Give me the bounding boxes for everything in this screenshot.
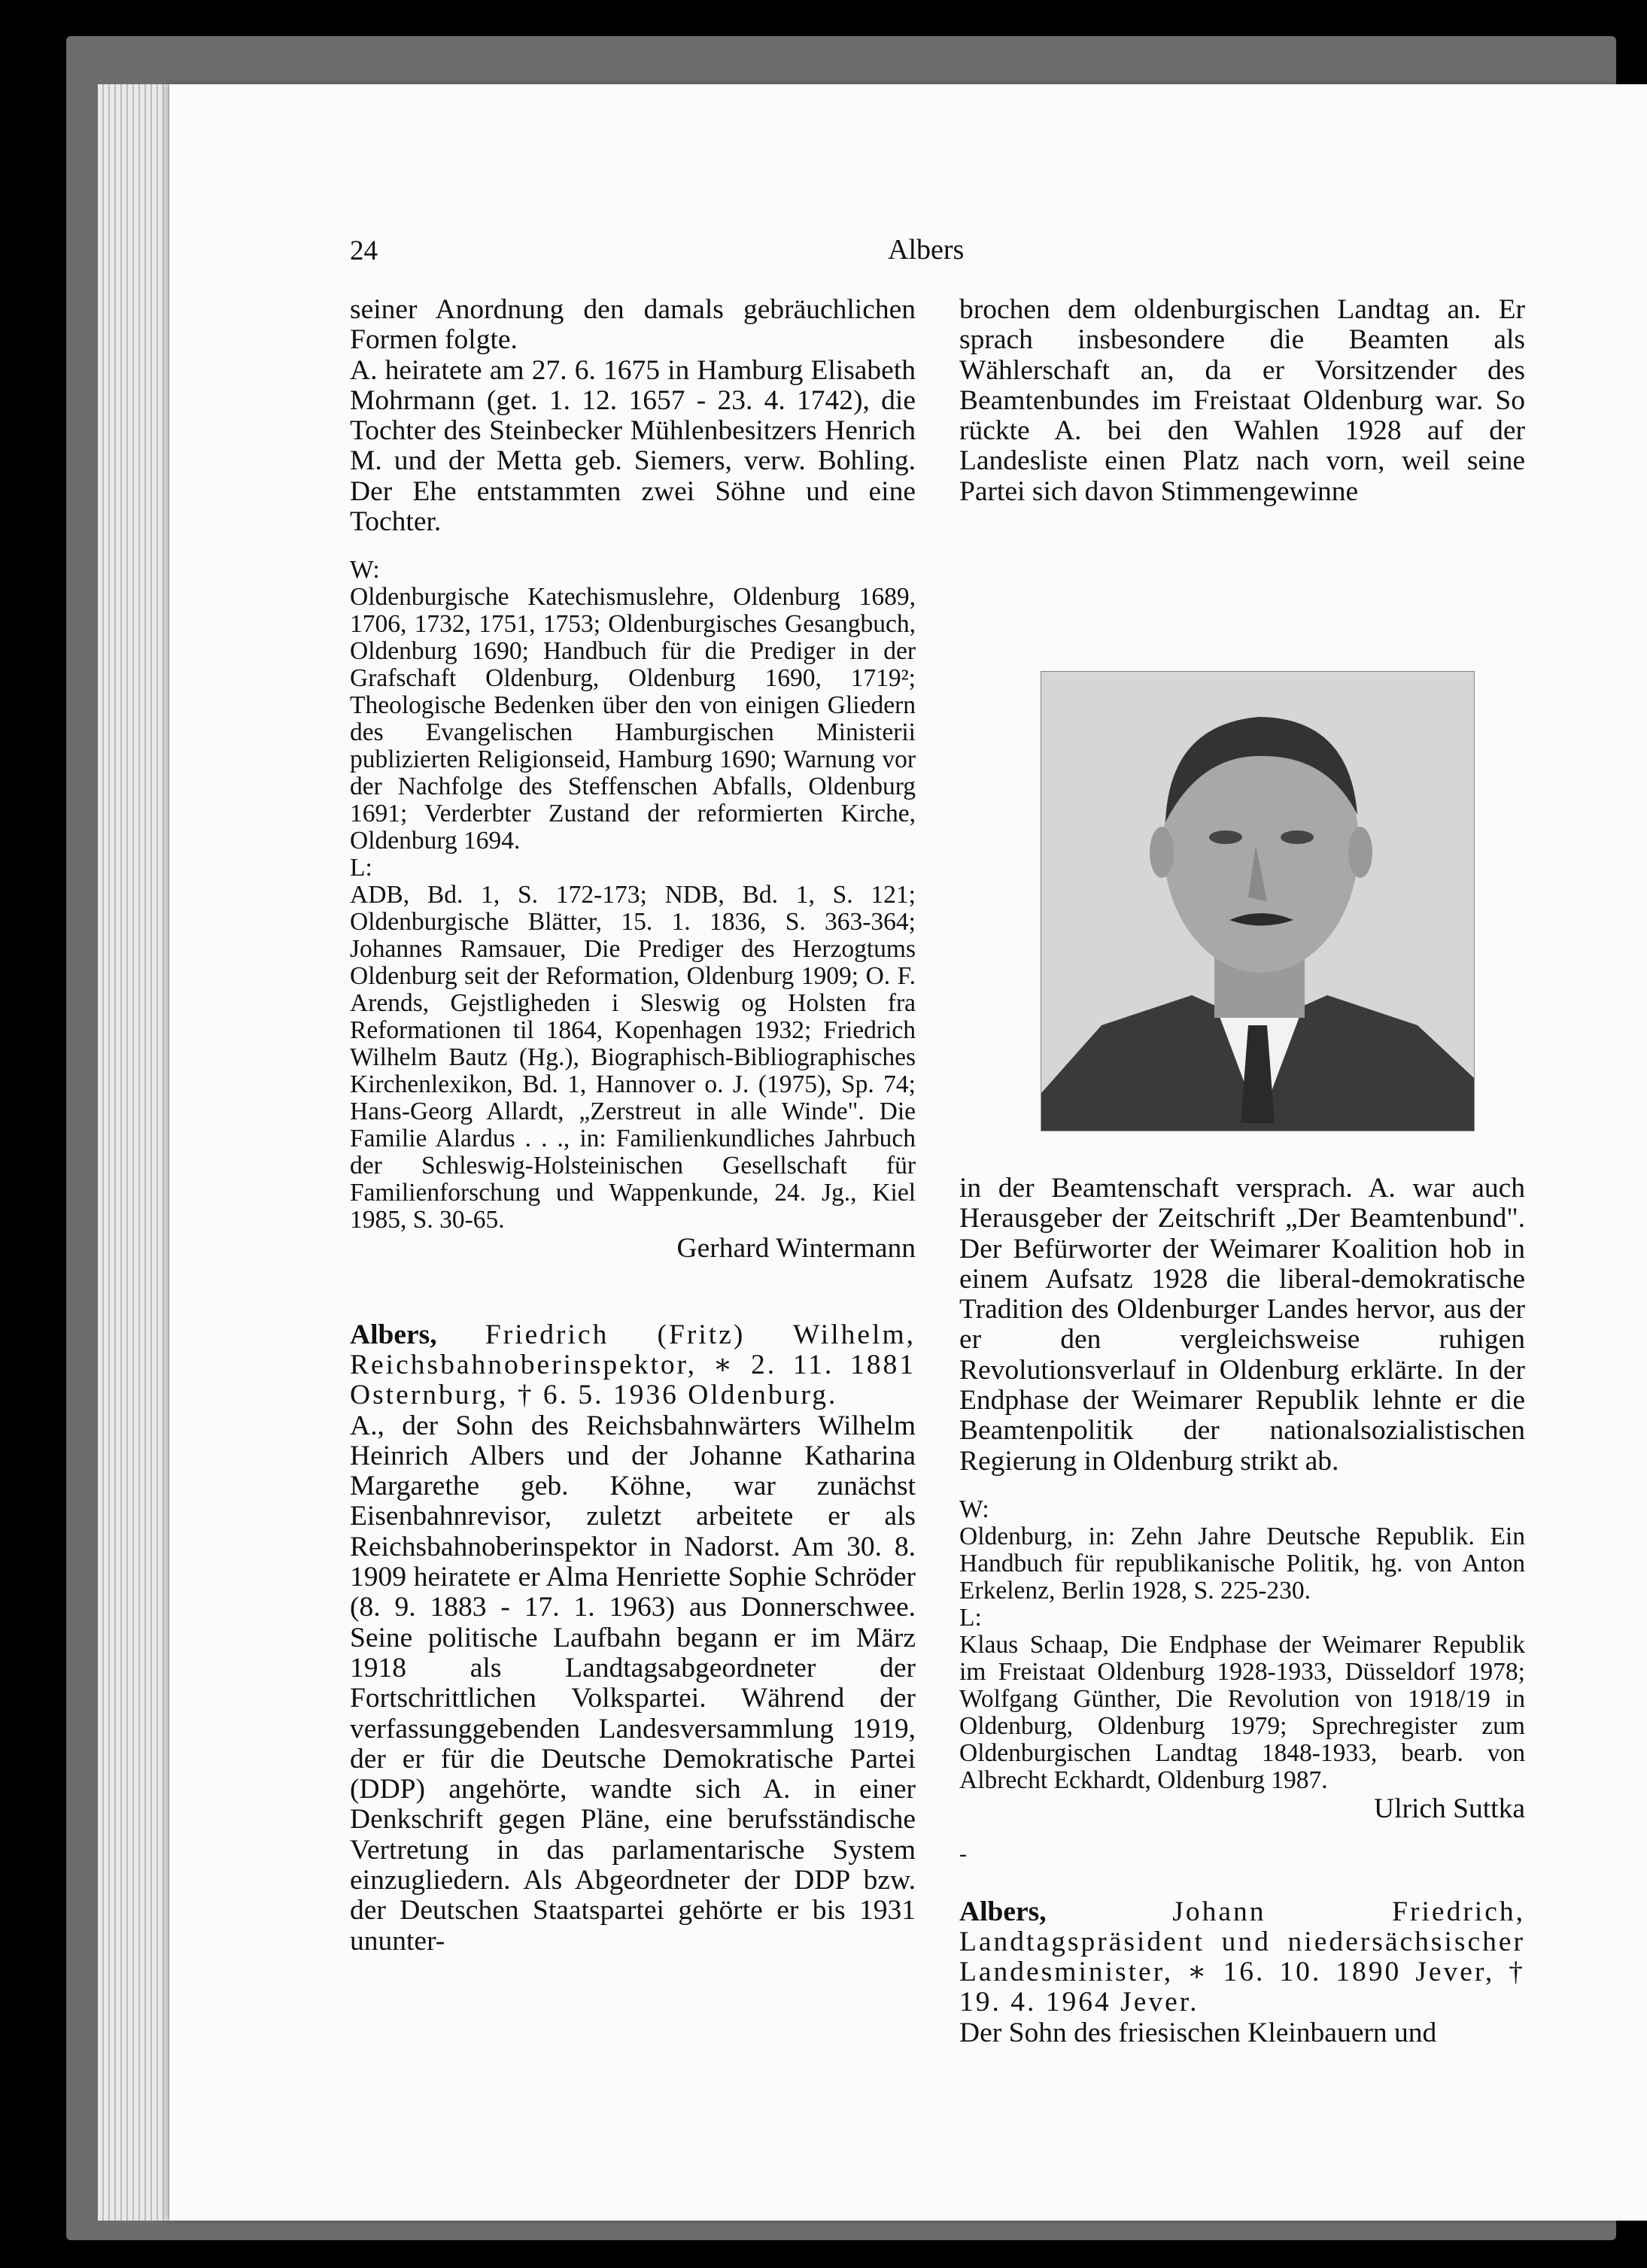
entry-heading-2 [959,1897,1525,2018]
works-label: W: [350,556,380,584]
right-column-top [959,295,1525,507]
book-page [169,84,1647,2221]
entry-surname-2: Albers, [959,1896,1047,1927]
literature-list-2: Klaus Schaap, Die Endphase der Weimarer Republik im Freistaat Oldenburg 1928-1933, Düsseldorf 1978; Wolfgang Günther, Die Revolution von 1918/19 in Oldenburg, Oldenburg 1979; Sprechregister zum Oldenburgischen Landtag 1848-1933, bearb. von Albrecht Eckhardt, Oldenburg 1987. [959,1630,1525,1794]
entry-heading [350,1320,916,1411]
works-list-2: Oldenburg, in: Zehn Jahre Deutsche Republik. Ein Handbuch für republikanische Politik, hg. von Anton Erkelenz, Berlin 1928, S. 225-230. [959,1522,1525,1605]
author-signature-2: Ulrich Suttka [1373,1793,1525,1824]
works-label-2: W: [959,1495,989,1523]
works-list: Oldenburgische Katechismuslehre, Oldenburg 1689, 1706, 1732, 1751, 1753; Oldenburgisches Gesangbuch, Oldenburg 1690; Handbuch für die Prediger in der Grafschaft Oldenburg, Oldenburg 1690, 1719²; Theologische Bedenken über den von einigen Gliedern des Evangelischen Hamburgischen Ministerii publizierten Religionseid, Hamburg 1690; Warnung vor der Nachfolge des Steffenschen Abfalls, Oldenburg 1691; Verderbter Zustand der reformierten Kirche, Oldenburg 1694. [350,583,916,855]
author-signature: Gerhard Wintermann [676,1233,916,1265]
literature-label: L: [350,854,372,882]
entry-body-paragraph-2: Der Sohn des friesischen Kleinbauern und [959,2017,1437,2048]
literature-list: ADB, Bd. 1, S. 172-173; NDB, Bd. 1, S. 121; Oldenburgische Blätter, 15. 1. 1836, S. 363-364; Johannes Ramsauer, Die Prediger des Herzogtums Oldenburg seit der Reformation, Oldenburg 1909; O. F. Arends, Gejstligheden i Sleswig og Holsten fra Reformationen til 1864, Kopenhagen 1932; Friedrich Wilhelm Bautz (Hg.), Biographisch-Bibliographisches Kirchenlexikon, Bd. 1, Hannover o. J. (1975), Sp. 74; Hans-Georg Allardt, „Zerstreut in alle Winde". Die Familie Alardus . . ., in: Familienkundliches Jahrbuch der Schleswig-Holsteinischen Gesellschaft für Familienforschung und Wappenkunde, 24. Jg., Kiel 1985, S. 30-65. [350,881,916,1234]
entry1-marriage-paragraph: A. heiratete am 27. 6. 1675 in Hamburg Elisabeth Mohrmann (get. 1. 12. 1657 - 23. 4. 1742), die Tochter des Steinbecker Mühlenbesitzers Henrich M. und der Metta geb. Siemers, verw. Bohling. Der Ehe entstammten zwei Söhne und eine Tochter. [350,354,916,538]
entry-continuation-paragraph: brochen dem oldenburgischen Landtag an. Er sprach insbesondere die Beamten als Wählerschaft an, da er Vorsitzender des Beamtenbundes im Freistaat Oldenburg war. So rückte A. bei den Wahlen 1928 auf der Landesliste einen Platz nach vorn, weil seine Partei sich davon Stimmengewinne [959,294,1525,507]
right-column-bottom [959,1173,1525,2048]
entry-separator: - [959,1841,967,1867]
left-column [350,295,916,1957]
literature-label-2: L: [959,1603,982,1632]
entry-body-paragraph: A., der Sohn des Reichsbahnwärters Wilhelm Heinrich Albers und der Johanne Katharina Margarethe geb. Köhne, war zunächst Eisenbahnrevisor, zuletzt arbeitete er als Reichsbahnoberinspektor in Nadorst. Am 30. 8. 1909 heiratete er Alma Henriette Sophie Schröder (8. 9. 1883 - 17. 1. 1963) aus Donnerschwee. Seine politische Laufbahn begann er im März 1918 als Landtagsabgeordneter der Fortschrittlichen Volkspartei. Während der verfassunggebenden Landesversammlung 1919, der er für die Deutsche Demokratische Partei (DDP) angehörte, wandte sich A. in einer Denkschrift gegen Pläne, eine berufsständische Vertretung in das parlamentarische System einzugliedern. Als Abgeordneter der DDP bzw. der Deutschen Staatspartei gehörte er bis 1931 ununter- [350,1410,916,1957]
page-number: 24 [350,235,378,266]
portrait-image [1041,672,1474,1131]
entry-head-text: Friedrich (Fritz) Wilhelm, Reichsbahnoberinspektor, ∗ 2. 11. 1881 Osternburg, † 6. 5. 1936 Oldenburg. [350,1319,916,1411]
entry-continuation-paragraph-2: in der Beamtenschaft versprach. A. war auch Herausgeber der Zeitschrift „Der Beamtenbund". Der Befürworter der Weimarer Koalition hob in einem Aufsatz 1928 die liberal-demokratische Tradition des Oldenburger Landes hervor, aus der er den vergleichsweise ruhigen Revolutionsverlauf in Oldenburg erklärte. In der Endphase der Weimarer Republik lehnte er die Beamtenpolitik der nationalsozialistischen Regierung in Oldenburg strikt ab. [959,1173,1525,1477]
page-header [169,226,1647,271]
entry1-end-paragraph: seiner Anordnung den damals gebräuchlichen Formen folgte. [350,294,916,356]
portrait-photo [1041,671,1475,1131]
entry-surname: Albers, [350,1319,437,1350]
entry-head-text-2: Johann Friedrich, Landtagspräsident und niedersächsischer Landesminister, ∗ 16. 10. 1890 Jever, † 19. 4. 1964 Jever. [959,1896,1525,2018]
running-title: Albers [888,234,965,266]
